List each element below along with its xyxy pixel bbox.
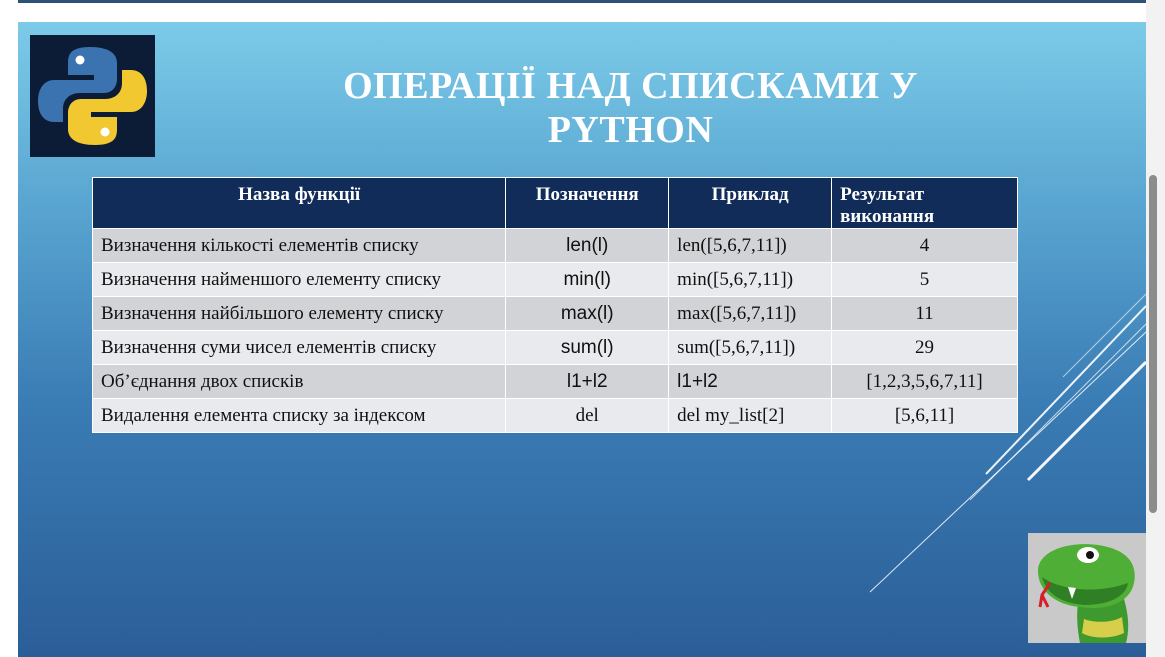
deco-line (970, 324, 1146, 500)
cell-example: min([5,6,7,11]) (669, 263, 832, 297)
cell-function-name: Визначення кількості елементів списку (93, 229, 506, 263)
cell-result: 11 (832, 297, 1018, 331)
cell-function-name: Визначення найбільшого елементу списку (93, 297, 506, 331)
cell-notation: len(l) (506, 229, 669, 263)
cell-example: sum([5,6,7,11]) (669, 331, 832, 365)
cell-function-name: Визначення найменшого елементу списку (93, 263, 506, 297)
cell-notation: max(l) (506, 297, 669, 331)
header-notation: Позначення (506, 178, 669, 229)
cell-example: len([5,6,7,11]) (669, 229, 832, 263)
header-example: Приклад (669, 178, 832, 229)
cell-example: del my_list[2] (669, 399, 832, 433)
cell-result: [5,6,11] (832, 399, 1018, 433)
deco-line (1063, 294, 1146, 377)
slide (18, 22, 1146, 657)
cell-result: 29 (832, 331, 1018, 365)
cell-result: 5 (832, 263, 1018, 297)
cell-function-name: Видалення елемента списку за індексом (93, 399, 506, 433)
vertical-scrollbar[interactable] (1146, 0, 1165, 657)
cell-function-name: Об’єднання двох списків (93, 365, 506, 399)
deco-line (986, 306, 1146, 474)
cell-notation: min(l) (506, 263, 669, 297)
header-result: Результат виконання (832, 178, 1018, 229)
deco-line (1028, 362, 1146, 480)
snake-mascot-icon (1028, 533, 1146, 643)
cell-notation: l1+l2 (506, 365, 669, 399)
slide-title: ОПЕРАЦІЇ НАД СПИСКАМИ У PYTHON (343, 65, 918, 151)
previous-slide-edge (18, 0, 1146, 3)
cell-example: l1+l2 (669, 365, 832, 399)
scrollbar-thumb[interactable] (1149, 175, 1157, 513)
cell-notation: sum(l) (506, 331, 669, 365)
header-function-name: Назва функції (93, 178, 506, 229)
cell-result: 4 (832, 229, 1018, 263)
cell-notation: del (506, 399, 669, 433)
cell-result: [1,2,3,5,6,7,11] (832, 365, 1018, 399)
cell-example: max([5,6,7,11]) (669, 297, 832, 331)
decorative-lines (18, 22, 1146, 657)
cell-function-name: Визначення суми чисел елементів списку (93, 331, 506, 365)
